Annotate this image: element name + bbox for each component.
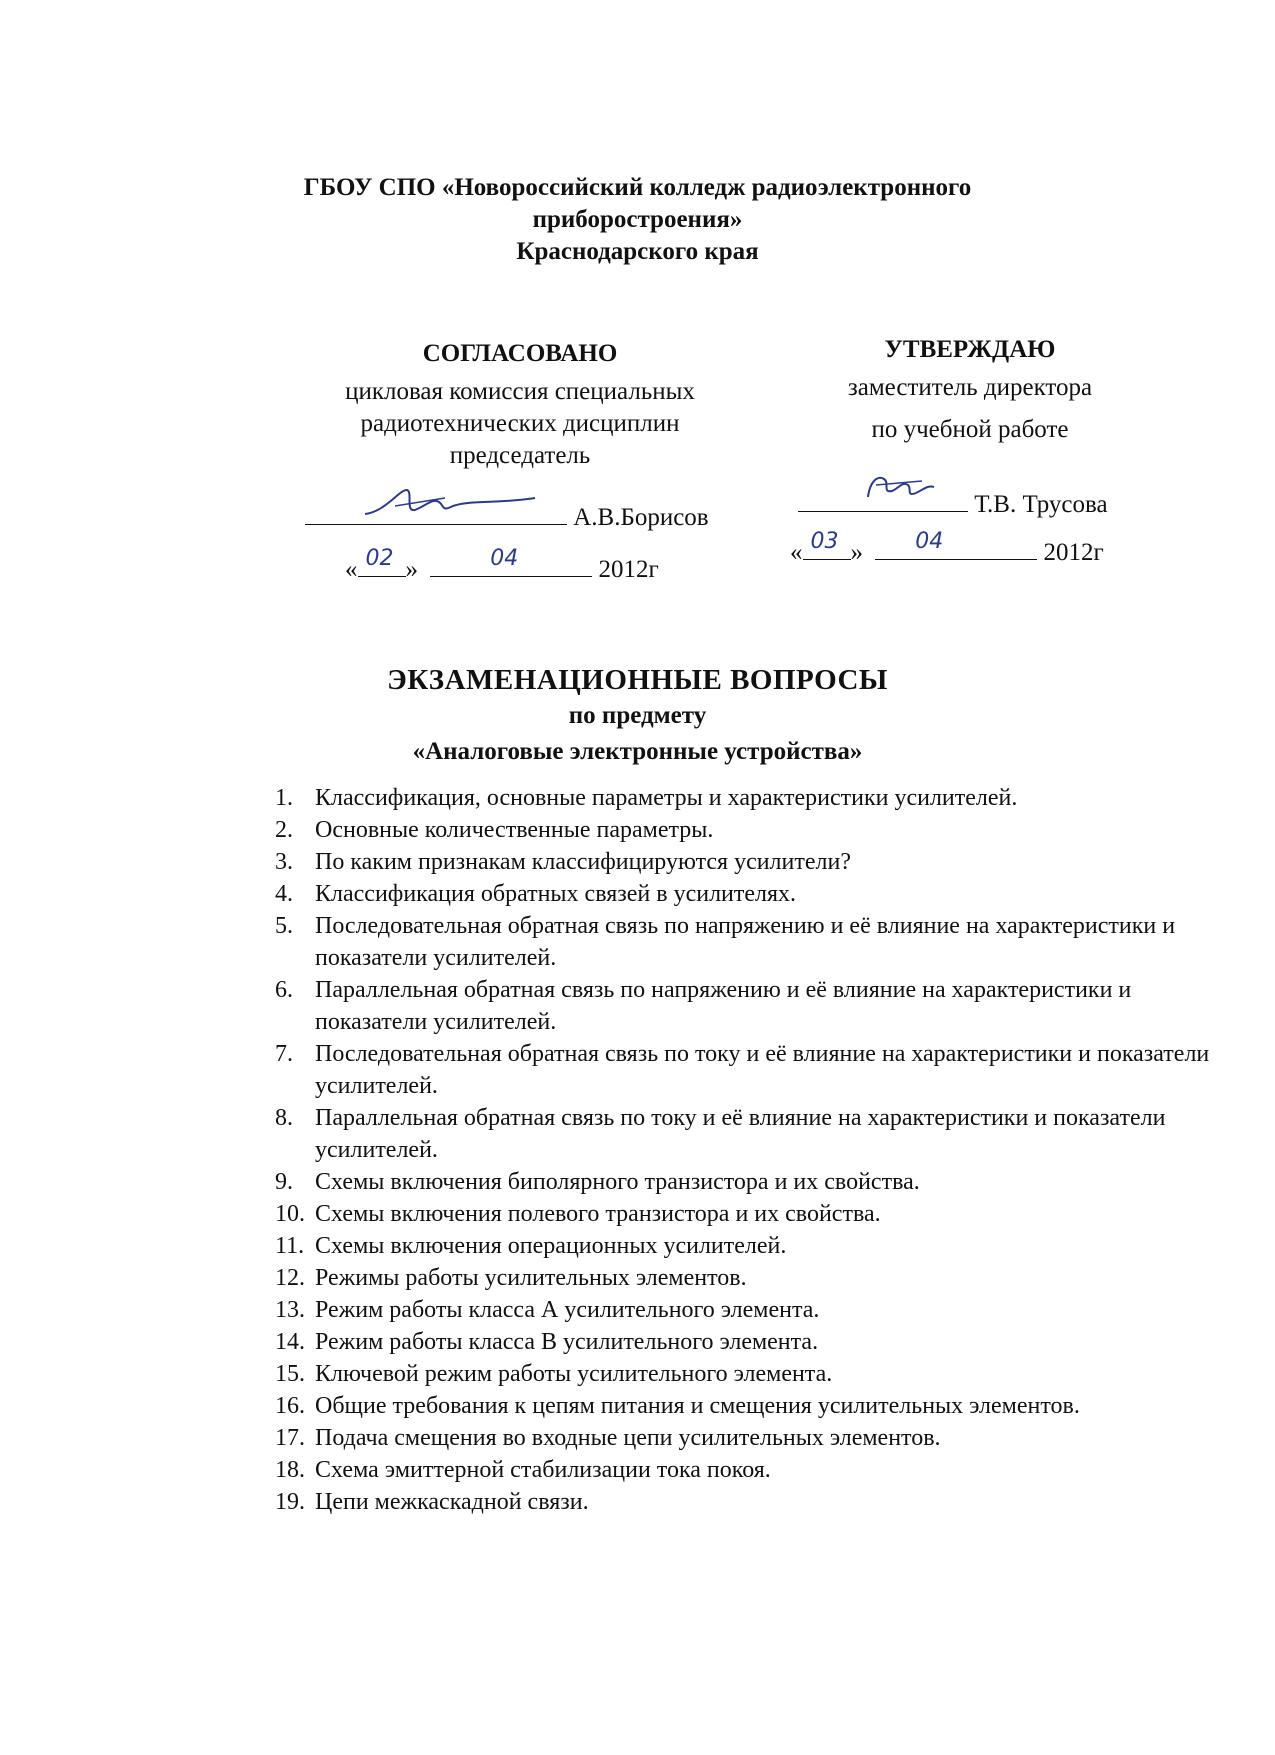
agreed-date-open: « — [345, 556, 358, 583]
question-item — [275, 846, 1235, 878]
question-text: Режим работы класса А усилительного элемента. — [315, 1297, 820, 1323]
question-text: Цепи межкаскадной связи. — [315, 1489, 589, 1515]
question-number: 17. — [275, 1425, 305, 1451]
question-text: Классификация обратных связей в усилителях. — [315, 881, 797, 907]
header-line-1: ГБОУ СПО «Новороссийский колледж радиоэлектронного — [303, 174, 972, 201]
question-text: Классификация, основные параметры и характеристики усилителей. — [315, 785, 1018, 811]
approved-signature-row — [798, 487, 1108, 520]
question-text: Схемы включения операционных усилителей. — [315, 1233, 787, 1259]
agreed-date-month-field — [430, 546, 592, 577]
question-item — [275, 1294, 1235, 1326]
title-main: ЭКЗАМЕНАЦИОННЫЕ ВОПРОСЫ — [387, 664, 888, 696]
question-number: 13. — [275, 1297, 305, 1323]
question-text: Параллельная обратная связь по напряжению и её влияние на характеристики и показатели усилителей. — [315, 977, 1132, 1035]
question-item — [275, 910, 1235, 974]
question-text: Последовательная обратная связь по напряжению и её влияние на характеристики и показатели усилителей. — [315, 913, 1176, 971]
question-text: Режимы работы усилительных элементов. — [315, 1265, 747, 1291]
question-number: 7. — [275, 1041, 293, 1067]
approved-line-2: по учебной работе — [871, 416, 1069, 443]
question-number: 5. — [275, 913, 293, 939]
agreed-signature-line — [305, 500, 567, 525]
approved-date-close: » — [850, 539, 863, 566]
question-item — [275, 974, 1235, 1038]
agreed-line-2: радиотехнических дисциплин — [360, 410, 680, 437]
question-text: Схема эмиттерной стабилизации тока покоя. — [315, 1457, 771, 1483]
agreed-line-1: цикловая комиссия специальных — [345, 378, 695, 405]
header-line-3: Краснодарского края — [516, 238, 759, 265]
agreed-signature-scribble — [305, 484, 567, 524]
approved-date-day-field — [803, 529, 851, 560]
question-text: Ключевой режим работы усилительного элемента. — [315, 1361, 833, 1387]
approved-signature-line — [798, 487, 968, 512]
question-text: Схемы включения полевого транзистора и их свойства. — [315, 1201, 881, 1227]
approved-date-month-field — [875, 529, 1037, 560]
question-number: 3. — [275, 849, 293, 875]
question-number: 6. — [275, 977, 293, 1003]
agreed-signatory: А.В.Борисов — [573, 504, 709, 531]
question-number: 16. — [275, 1393, 305, 1419]
question-number: 1. — [275, 785, 293, 811]
question-number: 9. — [275, 1169, 293, 1195]
question-item — [275, 814, 1235, 846]
question-number: 11. — [275, 1233, 305, 1259]
question-number: 2. — [275, 817, 293, 843]
question-text: Основные количественные параметры. — [315, 817, 714, 843]
question-item — [275, 1358, 1235, 1390]
agreed-date-month: 04 — [490, 546, 519, 571]
question-text: Параллельная обратная связь по току и её влияние на характеристики и показатели усилителей. — [315, 1105, 1166, 1163]
agreed-heading: СОГЛАСОВАНО — [422, 340, 618, 367]
questions-list — [275, 782, 1235, 1518]
approved-date-year: 2012г — [1043, 539, 1104, 566]
question-number: 15. — [275, 1361, 305, 1387]
question-item — [275, 1422, 1235, 1454]
agreed-date-row — [345, 546, 659, 585]
header-line-2: приборостроения» — [532, 206, 743, 233]
approved-heading: УТВЕРЖДАЮ — [884, 336, 1056, 363]
question-item — [275, 1262, 1235, 1294]
question-number: 14. — [275, 1329, 305, 1355]
question-item — [275, 1454, 1235, 1486]
agreed-line-3: председатель — [449, 442, 591, 469]
approved-line-1: заместитель директора — [847, 374, 1093, 401]
agreed-date-close: » — [405, 556, 418, 583]
approved-date-month: 04 — [915, 529, 944, 554]
question-text: Общие требования к цепям питания и смещения усилительных элементов. — [315, 1393, 1080, 1419]
question-text: Подача смещения во входные цепи усилительных элементов. — [315, 1425, 941, 1451]
question-text: По каким признакам классифицируются усилители? — [315, 849, 851, 875]
question-number: 18. — [275, 1457, 305, 1483]
approved-date-day: 03 — [810, 529, 839, 554]
approved-signature-scribble — [798, 471, 968, 511]
approved-block — [780, 334, 1160, 446]
question-number: 8. — [275, 1105, 293, 1131]
question-text: Последовательная обратная связь по току и её влияние на характеристики и показатели усилителей. — [315, 1041, 1210, 1099]
question-number: 12. — [275, 1265, 305, 1291]
question-item — [275, 1102, 1235, 1166]
question-text: Схемы включения биполярного транзистора и их свойства. — [315, 1169, 920, 1195]
question-number: 10. — [275, 1201, 305, 1227]
agreed-signature-row — [305, 500, 709, 533]
question-item — [275, 1038, 1235, 1102]
question-item — [275, 782, 1235, 814]
approved-signatory: Т.В. Трусова — [974, 491, 1108, 518]
agreed-block — [300, 338, 740, 472]
agreed-date-day-field — [358, 546, 406, 577]
question-item — [275, 1166, 1235, 1198]
question-item — [275, 878, 1235, 910]
agreed-date-year: 2012г — [598, 556, 659, 583]
title-subject-label: по предмету — [568, 702, 707, 729]
approved-date-open: « — [790, 539, 803, 566]
document-title — [0, 662, 1275, 770]
approved-date-row — [790, 529, 1104, 568]
question-item — [275, 1326, 1235, 1358]
question-item — [275, 1390, 1235, 1422]
question-number: 4. — [275, 881, 293, 907]
question-number: 19. — [275, 1489, 305, 1515]
question-item — [275, 1486, 1235, 1518]
agreed-date-day: 02 — [365, 546, 394, 571]
institution-header — [0, 172, 1275, 268]
question-text: Режим работы класса В усилительного элемента. — [315, 1329, 819, 1355]
question-item — [275, 1230, 1235, 1262]
title-subject-name: «Аналоговые электронные устройства» — [412, 738, 863, 765]
question-item — [275, 1198, 1235, 1230]
